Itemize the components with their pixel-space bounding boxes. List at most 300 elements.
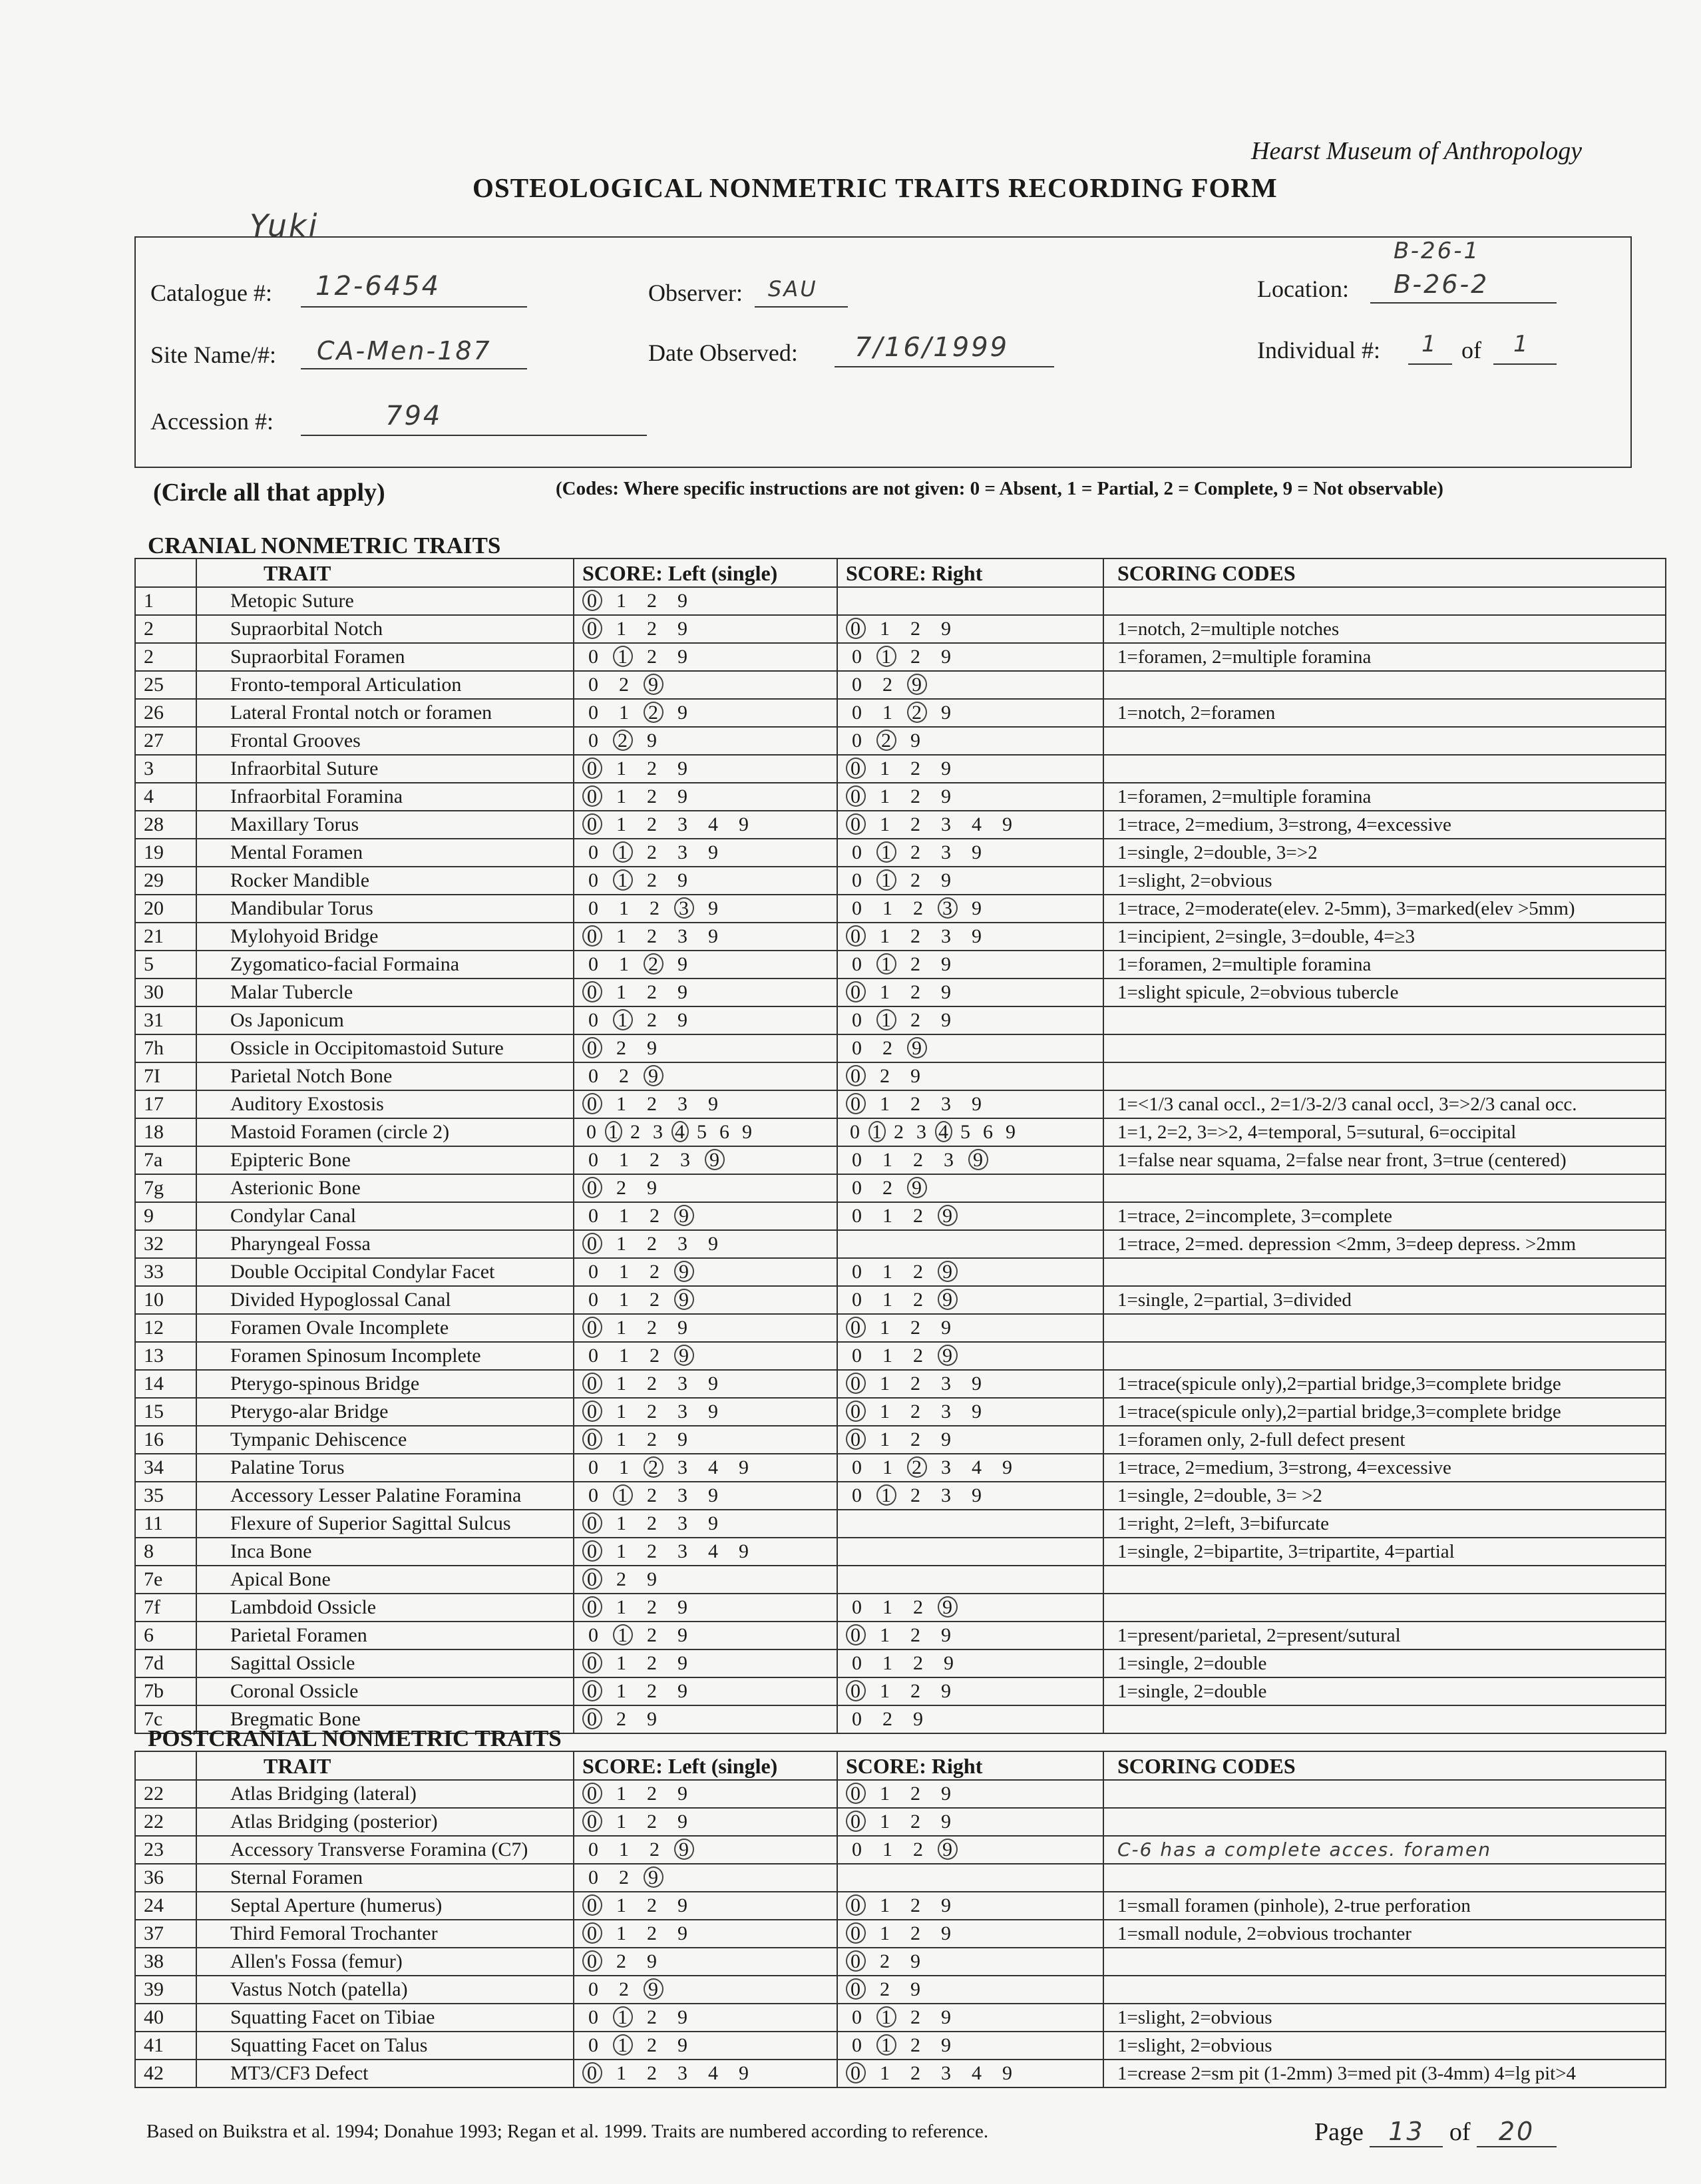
left-score[interactable] [574,1948,837,1976]
right-score-option[interactable]: 9 [944,1652,954,1674]
left-score-option[interactable]: 0 [588,1839,599,1860]
right-score[interactable] [837,643,1103,671]
left-score-option[interactable]: 2 [647,785,658,807]
right-score-option[interactable]: 0 [852,1484,862,1506]
right-score-option[interactable]: 2 [910,1624,921,1646]
left-score-option[interactable]: 9 [647,1708,658,1730]
right-score-option[interactable]: 4 [972,1456,982,1478]
right-score-option[interactable]: 3 [941,1373,952,1395]
right-score-option[interactable]: 2 [910,1811,921,1833]
left-score[interactable] [574,1370,837,1398]
right-score-option[interactable]: 9 [941,2006,952,2028]
left-score[interactable] [574,727,837,755]
right-score-option[interactable]: 2 [910,1922,921,1944]
left-score-option[interactable]: 9 [677,1624,688,1646]
left-score-option[interactable]: 0 [582,1233,602,1254]
left-score-option[interactable]: 2 [616,1037,627,1059]
right-score-option[interactable]: 2 [882,1037,893,1059]
left-score-option[interactable]: 2 [644,1456,663,1478]
left-score-option[interactable]: 0 [582,981,602,1002]
right-score-option[interactable]: 9 [910,1065,921,1087]
left-score[interactable] [574,699,837,727]
left-score-option[interactable]: 3 [674,897,694,919]
right-score[interactable] [837,2060,1103,2087]
right-score-option[interactable]: 1 [882,1839,893,1860]
left-score-option[interactable]: 1 [616,1512,627,1534]
right-score-option[interactable]: 1 [880,758,890,779]
left-score-option[interactable]: 4 [708,2062,719,2084]
right-score-option[interactable]: 2 [910,981,921,1003]
right-score-option[interactable]: 2 [910,2006,921,2028]
right-score-option[interactable]: 2 [910,1428,921,1450]
right-score-option[interactable]: 9 [972,925,982,947]
right-score-option[interactable]: 9 [938,1205,958,1226]
right-score-option[interactable]: 4 [972,813,982,835]
left-score-option[interactable]: 9 [677,1652,688,1674]
left-score-option[interactable]: 1 [616,1811,627,1833]
left-score-option[interactable]: 0 [582,785,602,807]
right-score-option[interactable]: 4 [935,1121,952,1142]
right-score-option[interactable]: 3 [938,897,958,919]
left-score-option[interactable]: 0 [582,618,602,639]
right-score[interactable] [837,1314,1103,1342]
right-score[interactable] [837,1920,1103,1948]
left-score-option[interactable]: 9 [742,1121,753,1143]
left-score-option[interactable]: 9 [677,2006,688,2028]
right-score[interactable] [837,1808,1103,1836]
left-score-option[interactable]: 9 [677,1783,688,1805]
left-score-option[interactable]: 9 [677,646,688,668]
left-score[interactable] [574,1118,837,1146]
left-score-option[interactable]: 5 [697,1121,707,1143]
left-score[interactable] [574,1034,837,1062]
right-score-option[interactable]: 2 [910,2062,921,2084]
right-score[interactable] [837,1705,1103,1733]
left-score[interactable] [574,1482,837,1510]
left-score-option[interactable]: 2 [647,1540,658,1562]
right-score-option[interactable]: 0 [846,1428,866,1450]
left-score-option[interactable]: 1 [616,1783,627,1805]
right-score-option[interactable]: 2 [910,1401,921,1422]
right-score-option[interactable]: 9 [941,1922,952,1944]
left-score-option[interactable]: 1 [616,813,627,835]
right-score-option[interactable]: 0 [846,1894,866,1916]
right-score[interactable] [837,1677,1103,1705]
right-score-option[interactable]: 2 [913,1652,924,1674]
left-score-option[interactable]: 1 [616,1093,627,1115]
right-score[interactable] [837,1006,1103,1034]
right-score-option[interactable]: 1 [876,841,896,863]
left-score[interactable] [574,1398,837,1426]
left-score-option[interactable]: 3 [653,1121,663,1143]
left-score-option[interactable]: 0 [582,1950,602,1972]
left-score-option[interactable]: 0 [588,953,599,975]
right-score-option[interactable]: 1 [880,981,890,1003]
right-score-option[interactable]: 9 [941,1680,952,1702]
right-score-option[interactable]: 2 [910,813,921,835]
right-score-option[interactable]: 3 [941,1093,952,1115]
right-score-option[interactable]: 1 [880,2062,890,2084]
left-score-option[interactable]: 2 [647,2062,658,2084]
right-score-option[interactable]: 2 [910,1373,921,1395]
left-score-option[interactable]: 9 [677,1680,688,1702]
right-score-option[interactable]: 0 [852,2006,862,2028]
left-score-option[interactable]: 3 [677,1093,688,1115]
right-score-option[interactable]: 1 [880,1922,890,1944]
right-score[interactable] [837,923,1103,951]
right-score-option[interactable]: 2 [910,1894,921,1916]
left-score[interactable] [574,1230,837,1258]
left-score-option[interactable]: 9 [677,2034,688,2056]
right-score-option[interactable]: 9 [972,1093,982,1115]
site-value[interactable]: CA-Men-187 [317,336,492,365]
right-score-option[interactable]: 1 [880,1894,890,1916]
right-score-option[interactable]: 0 [846,1950,866,1972]
left-score-option[interactable]: 1 [616,618,627,640]
left-score-option[interactable]: 9 [739,813,749,835]
right-score-option[interactable]: 9 [1002,2062,1013,2084]
right-score-option[interactable]: 9 [907,1177,927,1198]
left-score-option[interactable]: 4 [708,1540,719,1562]
left-score-option[interactable]: 6 [719,1121,730,1143]
left-score-option[interactable]: 1 [619,897,630,919]
left-score-option[interactable]: 3 [677,813,688,835]
right-score-option[interactable]: 2 [910,2034,921,2056]
right-score-option[interactable]: 1 [882,897,893,919]
right-score-option[interactable]: 2 [913,1205,924,1227]
right-score-option[interactable]: 0 [846,1317,866,1338]
left-score-option[interactable]: 0 [588,1624,599,1646]
right-score[interactable] [837,755,1103,783]
right-score[interactable] [837,1510,1103,1538]
left-score-option[interactable]: 2 [613,730,633,751]
catalogue-value[interactable]: 12-6454 [315,271,441,302]
left-score-option[interactable]: 2 [650,1289,660,1311]
right-score-option[interactable]: 1 [880,1624,890,1646]
left-score-option[interactable]: 0 [582,1894,602,1916]
left-score-option[interactable]: 9 [677,981,688,1003]
left-score-option[interactable]: 2 [647,1783,658,1805]
right-score-option[interactable]: 0 [846,1680,866,1701]
right-score[interactable] [837,727,1103,755]
left-score[interactable] [574,811,837,839]
right-score[interactable] [837,699,1103,727]
left-score[interactable] [574,839,837,867]
left-score-option[interactable]: 2 [647,1009,658,1031]
left-score[interactable] [574,1677,837,1705]
left-score-option[interactable]: 2 [647,1233,658,1255]
right-score-option[interactable]: 1 [876,646,896,667]
left-score-option[interactable]: 9 [677,1811,688,1833]
left-score[interactable] [574,1146,837,1174]
right-score[interactable] [837,1482,1103,1510]
left-score-option[interactable]: 2 [644,702,663,723]
right-score-option[interactable]: 9 [907,674,927,695]
right-score-option[interactable]: 0 [852,702,862,724]
right-score-option[interactable]: 0 [852,1261,862,1283]
right-score-option[interactable]: 9 [913,1708,924,1730]
left-score[interactable] [574,1538,837,1566]
left-score[interactable] [574,643,837,671]
left-score-option[interactable]: 9 [677,1428,688,1450]
right-score[interactable] [837,1398,1103,1426]
left-score-option[interactable]: 9 [677,1894,688,1916]
left-score-option[interactable]: 1 [616,1680,627,1702]
left-score-option[interactable]: 2 [619,674,630,696]
left-score[interactable] [574,587,837,615]
left-score-option[interactable]: 2 [647,1317,658,1339]
right-score[interactable] [837,1090,1103,1118]
right-score-option[interactable]: 0 [846,618,866,639]
right-score-option[interactable]: 1 [876,2006,896,2028]
left-score-option[interactable]: 9 [647,1177,658,1199]
right-score[interactable] [837,1976,1103,2004]
right-score-option[interactable]: 9 [938,1839,958,1860]
left-score-option[interactable]: 1 [619,1839,630,1860]
right-score-option[interactable]: 9 [941,2034,952,2056]
left-score-option[interactable]: 1 [616,1652,627,1674]
left-score-option[interactable]: 9 [644,1866,663,1888]
right-score-option[interactable]: 0 [852,646,862,668]
left-score-option[interactable]: 0 [582,1037,602,1058]
left-score[interactable] [574,979,837,1006]
right-score-option[interactable]: 1 [876,1484,896,1506]
left-score-option[interactable]: 0 [582,1811,602,1832]
right-score-option[interactable]: 0 [846,1922,866,1944]
left-score-option[interactable]: 1 [613,869,633,891]
left-score-option[interactable]: 4 [671,1121,689,1142]
right-score-option[interactable]: 0 [852,1839,862,1860]
left-score-option[interactable]: 2 [650,1839,660,1860]
left-score-option[interactable]: 2 [647,1428,658,1450]
right-score-option[interactable]: 0 [846,1093,866,1114]
right-score-option[interactable]: 1 [882,1289,893,1311]
right-score-option[interactable]: 0 [846,758,866,779]
left-score-option[interactable]: 2 [616,1568,627,1590]
left-score-option[interactable]: 0 [588,702,599,724]
left-score-option[interactable]: 1 [616,758,627,779]
left-score-option[interactable]: 0 [588,1866,599,1888]
left-score-option[interactable]: 0 [588,2006,599,2028]
right-score-option[interactable]: 0 [852,1345,862,1367]
right-score-option[interactable]: 1 [880,1317,890,1339]
right-score-option[interactable]: 1 [882,1652,893,1674]
left-score[interactable] [574,1090,837,1118]
right-score[interactable] [837,1538,1103,1566]
left-score-option[interactable]: 1 [619,1456,630,1478]
left-score-option[interactable]: 1 [616,1922,627,1944]
right-score-option[interactable]: 9 [941,1009,952,1031]
right-score-option[interactable]: 0 [852,674,862,696]
page-total[interactable]: 20 [1477,2117,1557,2147]
left-score-option[interactable]: 0 [588,646,599,668]
right-score-option[interactable]: 0 [846,981,866,1002]
left-score-option[interactable]: 9 [708,1512,719,1534]
right-score-option[interactable]: 2 [876,730,896,751]
left-score-option[interactable]: 2 [647,1401,658,1422]
left-score-option[interactable]: 9 [674,1839,694,1860]
right-score[interactable] [837,587,1103,615]
left-score-option[interactable]: 1 [613,841,633,863]
right-score-option[interactable]: 1 [880,813,890,835]
right-score-option[interactable]: 2 [913,1289,924,1311]
right-score-option[interactable]: 0 [852,1009,862,1031]
right-score-option[interactable]: 1 [880,1428,890,1450]
left-score-option[interactable]: 0 [588,1484,599,1506]
left-score-option[interactable]: 2 [647,925,658,947]
left-score-option[interactable]: 1 [619,953,630,975]
right-score-option[interactable]: 0 [852,1708,862,1730]
left-score-option[interactable]: 2 [647,2034,658,2056]
right-score-option[interactable]: 9 [907,1037,927,1058]
left-score-option[interactable]: 9 [708,841,719,863]
right-score-option[interactable]: 9 [968,1149,988,1170]
right-score-option[interactable]: 1 [880,1811,890,1833]
left-score[interactable] [574,895,837,923]
right-score-option[interactable]: 0 [852,869,862,891]
left-score-option[interactable]: 2 [644,953,663,975]
right-score-option[interactable]: 1 [876,1009,896,1030]
right-score-option[interactable]: 1 [880,1783,890,1805]
right-score-option[interactable]: 1 [882,1205,893,1227]
left-score-option[interactable]: 0 [588,1261,599,1283]
right-score-option[interactable]: 9 [941,618,952,640]
left-score-option[interactable]: 2 [647,1811,658,1833]
right-score-option[interactable]: 9 [938,1596,958,1618]
right-score[interactable] [837,1622,1103,1649]
left-score-option[interactable]: 1 [616,1233,627,1255]
right-score[interactable] [837,1342,1103,1370]
left-score-option[interactable]: 2 [647,1512,658,1534]
right-score-option[interactable]: 9 [941,1624,952,1646]
left-score-option[interactable]: 0 [588,1978,599,2000]
left-score-option[interactable]: 3 [677,1484,688,1506]
left-score-option[interactable]: 1 [616,1894,627,1916]
left-score[interactable] [574,867,837,895]
left-score[interactable] [574,1202,837,1230]
right-score-option[interactable]: 3 [941,925,952,947]
left-score[interactable] [574,1566,837,1594]
left-score[interactable] [574,1892,837,1920]
left-score[interactable] [574,1920,837,1948]
right-score-option[interactable]: 1 [882,702,893,724]
right-score-option[interactable]: 2 [910,758,921,779]
left-score-option[interactable]: 1 [613,2006,633,2028]
left-score-option[interactable]: 9 [644,1978,663,2000]
right-score[interactable] [837,671,1103,699]
left-score-option[interactable]: 1 [619,1261,630,1283]
right-score-option[interactable]: 9 [1002,813,1013,835]
right-score-option[interactable]: 1 [882,1149,893,1171]
left-score[interactable] [574,1705,837,1733]
left-score-option[interactable]: 3 [677,1233,688,1255]
left-score-option[interactable]: 0 [582,1540,602,1562]
left-score-option[interactable]: 9 [674,1205,694,1226]
right-score[interactable] [837,867,1103,895]
left-score-option[interactable]: 9 [647,1950,658,1972]
left-score-option[interactable]: 2 [630,1121,641,1143]
right-score-option[interactable]: 0 [852,1177,862,1199]
left-score-option[interactable]: 0 [588,897,599,919]
right-score-option[interactable]: 2 [880,1065,890,1087]
left-score-option[interactable]: 3 [677,925,688,947]
left-score-option[interactable]: 2 [647,813,658,835]
right-score-option[interactable]: 9 [941,1811,952,1833]
right-score-option[interactable]: 0 [852,953,862,975]
left-score[interactable] [574,1258,837,1286]
left-score-option[interactable]: 2 [647,841,658,863]
right-score-option[interactable]: 0 [852,2034,862,2056]
left-score-option[interactable]: 3 [677,2062,688,2084]
right-score-option[interactable]: 3 [941,1401,952,1422]
left-score-option[interactable]: 2 [616,1177,627,1199]
right-score-option[interactable]: 0 [846,813,866,835]
left-score-option[interactable]: 2 [616,1950,627,1972]
left-score-option[interactable]: 3 [677,1540,688,1562]
right-score-option[interactable]: 1 [880,1373,890,1395]
left-score-option[interactable]: 0 [588,1149,599,1171]
right-score-option[interactable]: 0 [846,925,866,947]
right-score[interactable] [837,1202,1103,1230]
right-score-option[interactable]: 2 [907,1456,927,1478]
left-score-option[interactable]: 9 [708,897,719,919]
left-score-option[interactable]: 9 [677,590,688,612]
left-score[interactable] [574,1594,837,1622]
left-score-option[interactable]: 0 [582,1596,602,1618]
left-score-option[interactable]: 3 [677,1401,688,1422]
left-score-option[interactable]: 2 [619,1065,630,1087]
left-score-option[interactable]: 2 [650,1345,660,1367]
right-score[interactable] [837,895,1103,923]
right-score[interactable] [837,1649,1103,1677]
left-score-option[interactable]: 1 [619,1149,630,1171]
left-score-option[interactable]: 2 [647,618,658,640]
right-score-option[interactable]: 4 [972,2062,982,2084]
right-score[interactable] [837,1948,1103,1976]
left-score-option[interactable]: 2 [647,1922,658,1944]
left-score-option[interactable]: 2 [619,1866,630,1888]
left-score[interactable] [574,783,837,811]
right-score-option[interactable]: 0 [852,1149,862,1171]
right-score-option[interactable]: 0 [852,841,862,863]
right-score[interactable] [837,1566,1103,1594]
left-score-option[interactable]: 1 [605,1121,622,1142]
left-score-option[interactable]: 9 [644,674,663,695]
left-score-option[interactable]: 1 [616,925,627,947]
left-score-option[interactable]: 1 [616,1428,627,1450]
left-score-option[interactable]: 1 [613,1009,633,1030]
right-score[interactable] [837,615,1103,643]
left-score-option[interactable]: 2 [647,1373,658,1395]
right-score-option[interactable]: 2 [880,1950,890,1972]
left-score[interactable] [574,1864,837,1892]
left-score-option[interactable]: 4 [708,1456,719,1478]
right-score-option[interactable]: 3 [941,1456,952,1478]
left-score-option[interactable]: 0 [582,2062,602,2083]
right-score-option[interactable]: 2 [910,785,921,807]
right-score-option[interactable]: 9 [941,1428,952,1450]
left-score-option[interactable]: 2 [647,2006,658,2028]
right-score-option[interactable]: 3 [941,813,952,835]
left-score-option[interactable]: 2 [616,1708,627,1730]
right-score[interactable] [837,783,1103,811]
left-score-option[interactable]: 9 [674,1289,694,1310]
right-score-option[interactable]: 1 [876,869,896,891]
right-score-option[interactable]: 2 [913,1345,924,1367]
left-score-option[interactable]: 0 [582,1512,602,1534]
left-score[interactable] [574,1426,837,1454]
right-score-option[interactable]: 2 [882,1177,893,1199]
